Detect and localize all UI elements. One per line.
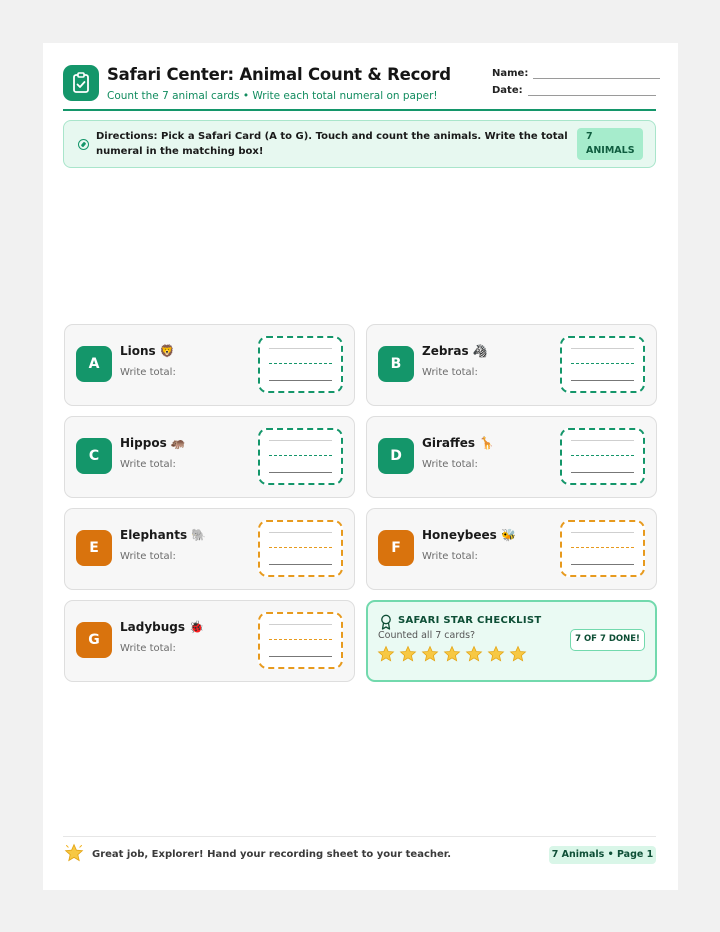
done-badge: 7 OF 7 DONE! (570, 629, 645, 651)
write-total-label: Write total: (120, 551, 176, 562)
card-letter: D (378, 438, 414, 474)
write-total-label: Write total: (422, 367, 478, 378)
date-field[interactable] (492, 85, 656, 96)
card-letter: G (76, 622, 112, 658)
animal-name: Hippos 🦛 (120, 436, 186, 450)
card-letter: F (378, 530, 414, 566)
write-total-label: Write total: (120, 643, 176, 654)
footer-divider (63, 836, 656, 837)
star-row (377, 645, 531, 667)
answer-box[interactable] (560, 336, 645, 393)
answer-box[interactable] (258, 428, 343, 485)
date-label: Date: (492, 85, 523, 96)
card-letter: E (76, 530, 112, 566)
animal-name: Zebras 🦓 (422, 344, 488, 358)
card-c (64, 416, 355, 498)
card-e (64, 508, 355, 590)
write-total-label: Write total: (422, 459, 478, 470)
star-icon (377, 645, 395, 663)
card-b (366, 324, 657, 406)
date-line[interactable] (528, 86, 656, 96)
card-d (366, 416, 657, 498)
animal-name: Ladybugs 🐞 (120, 620, 205, 634)
card-a (64, 324, 355, 406)
card-letter: C (76, 438, 112, 474)
page-badge: 7 Animals • Page 1 (549, 846, 656, 864)
header-divider (63, 109, 656, 111)
safari-star-checklist (366, 600, 657, 682)
ribbon-icon (380, 614, 392, 630)
write-total-label: Write total: (120, 459, 176, 470)
card-letter: B (378, 346, 414, 382)
star-icon (421, 645, 439, 663)
footer-message: Great job, Explorer! Hand your recording sheet to your teacher. (92, 849, 452, 860)
star-icon (399, 645, 417, 663)
compass-icon (78, 139, 89, 150)
checklist-subtitle: Counted all 7 cards? (378, 630, 476, 641)
animal-name: Lions 🦁 (120, 344, 175, 358)
directions-text: Directions: Pick a Safari Card (A to G). Touch and count the animals. Write the total numeral in the matching box! (96, 131, 568, 157)
animal-name: Giraffes 🦒 (422, 436, 495, 450)
checklist-title: SAFARI STAR CHECKLIST (398, 615, 542, 626)
name-label: Name: (492, 68, 529, 79)
answer-box[interactable] (258, 612, 343, 669)
animal-name: Elephants 🐘 (120, 528, 207, 542)
worksheet-page (43, 43, 678, 890)
header (63, 65, 656, 111)
name-field[interactable] (492, 68, 660, 79)
star-icon (487, 645, 505, 663)
page-title: Safari Center: Animal Count & Record (107, 65, 451, 84)
star-icon (465, 645, 483, 663)
directions-box (63, 120, 656, 168)
name-line[interactable] (533, 69, 660, 79)
card-letter: A (76, 346, 112, 382)
animal-name: Honeybees 🐝 (422, 528, 516, 542)
card-g (64, 600, 355, 682)
answer-box[interactable] (560, 428, 645, 485)
star-icon (443, 645, 461, 663)
answer-box[interactable] (258, 520, 343, 577)
clipboard-check-icon (63, 65, 99, 101)
answer-box[interactable] (258, 336, 343, 393)
card-f (366, 508, 657, 590)
star-icon (64, 843, 84, 863)
page-subtitle: Count the 7 animal cards • Write each total numeral on paper! (107, 90, 438, 102)
animal-count-badge: 7 ANIMALS (577, 128, 643, 160)
star-icon (509, 645, 527, 663)
write-total-label: Write total: (422, 551, 478, 562)
write-total-label: Write total: (120, 367, 176, 378)
answer-box[interactable] (560, 520, 645, 577)
